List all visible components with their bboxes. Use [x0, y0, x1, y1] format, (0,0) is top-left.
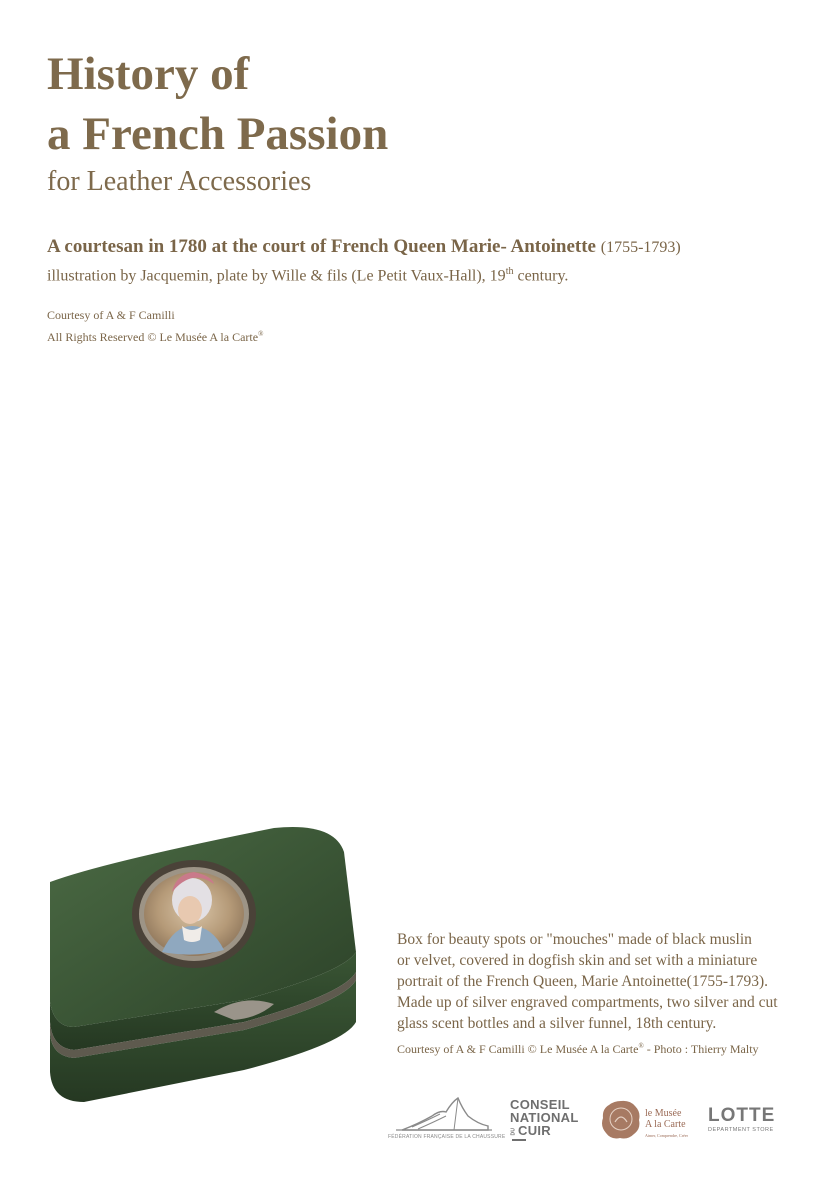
illustration-credits — [47, 306, 263, 347]
musee-tagline: Aimer, Comprendre, Créer — [645, 1133, 688, 1138]
photo-credit — [397, 1037, 759, 1058]
rights-line — [47, 325, 263, 347]
ffc-logo-text: FÉDÉRATION FRANÇAISE DE LA CHAUSSURE — [388, 1134, 506, 1140]
cnc-line-1: CONSEIL — [510, 1097, 570, 1112]
caption-dates: (1755-1793) — [600, 239, 681, 256]
caption-ordinal-suffix: th — [505, 266, 514, 277]
lotte-logo — [708, 1106, 788, 1138]
illustration-caption — [47, 234, 807, 287]
musee-logo-text — [645, 1108, 688, 1141]
caption-heading: A courtesan in 1780 at the court of French Queen Marie- Antoinette — [47, 236, 596, 257]
courtesy-line: Courtesy of A & F Camilli — [47, 308, 175, 322]
title-line-1: History of — [47, 48, 250, 100]
caption-attribution — [47, 261, 807, 287]
description-line: or velvet, covered in dogfish skin and set with a miniature — [397, 952, 758, 969]
high-heel-shoe-icon — [388, 1094, 498, 1134]
caption-attribution-text: illustration by Jacquemin, plate by Wille & fils (Le Petit Vaux-Hall), 19 — [47, 267, 506, 285]
lotte-subtitle: DEPARTMENT STORE — [708, 1127, 774, 1133]
cnc-line-3: CUIR — [518, 1123, 551, 1138]
title-line-2: a French Passion — [47, 108, 389, 160]
beauty-box-image — [44, 822, 364, 1112]
beauty-box-photo — [44, 822, 364, 1112]
photo-credit-text: Courtesy of A & F Camilli © Le Musée A la Carte — [397, 1042, 639, 1056]
description-line: glass scent bottles and a silver funnel, 18th century. — [397, 1015, 717, 1032]
registered-mark: ® — [258, 330, 264, 338]
musee-logo — [600, 1098, 696, 1144]
description-line: portrait of the French Queen, Marie Antoinette(1755-1793). — [397, 973, 769, 990]
cnc-underline — [512, 1139, 526, 1141]
registered-mark: ® — [638, 1042, 644, 1050]
page-subtitle: for Leather Accessories — [47, 166, 312, 197]
cnc-line-2: NATIONAL — [510, 1110, 579, 1125]
lotte-name: LOTTE — [708, 1105, 776, 1126]
box-description — [397, 929, 792, 1034]
ffc-logo — [388, 1094, 506, 1144]
musee-line-1: le Musée — [645, 1108, 682, 1119]
musee-line-2: A la Carte — [645, 1119, 686, 1130]
description-line: Box for beauty spots or "mouches" made of black muslin — [397, 931, 752, 948]
description-line: Made up of silver engraved compartments, two silver and cut — [397, 994, 778, 1011]
cnc-small: DU — [510, 1127, 517, 1136]
caption-attribution-end: century. — [513, 267, 569, 285]
rights-text: All Rights Reserved © Le Musée A la Carte — [47, 330, 259, 344]
cnc-logo — [510, 1098, 590, 1144]
wax-seal-icon — [600, 1098, 642, 1142]
page-title — [47, 44, 388, 164]
photo-credit-end: - Photo : Thierry Malty — [643, 1042, 759, 1056]
caption-heading-row — [47, 234, 807, 261]
cnc-line-3-row — [510, 1124, 590, 1138]
